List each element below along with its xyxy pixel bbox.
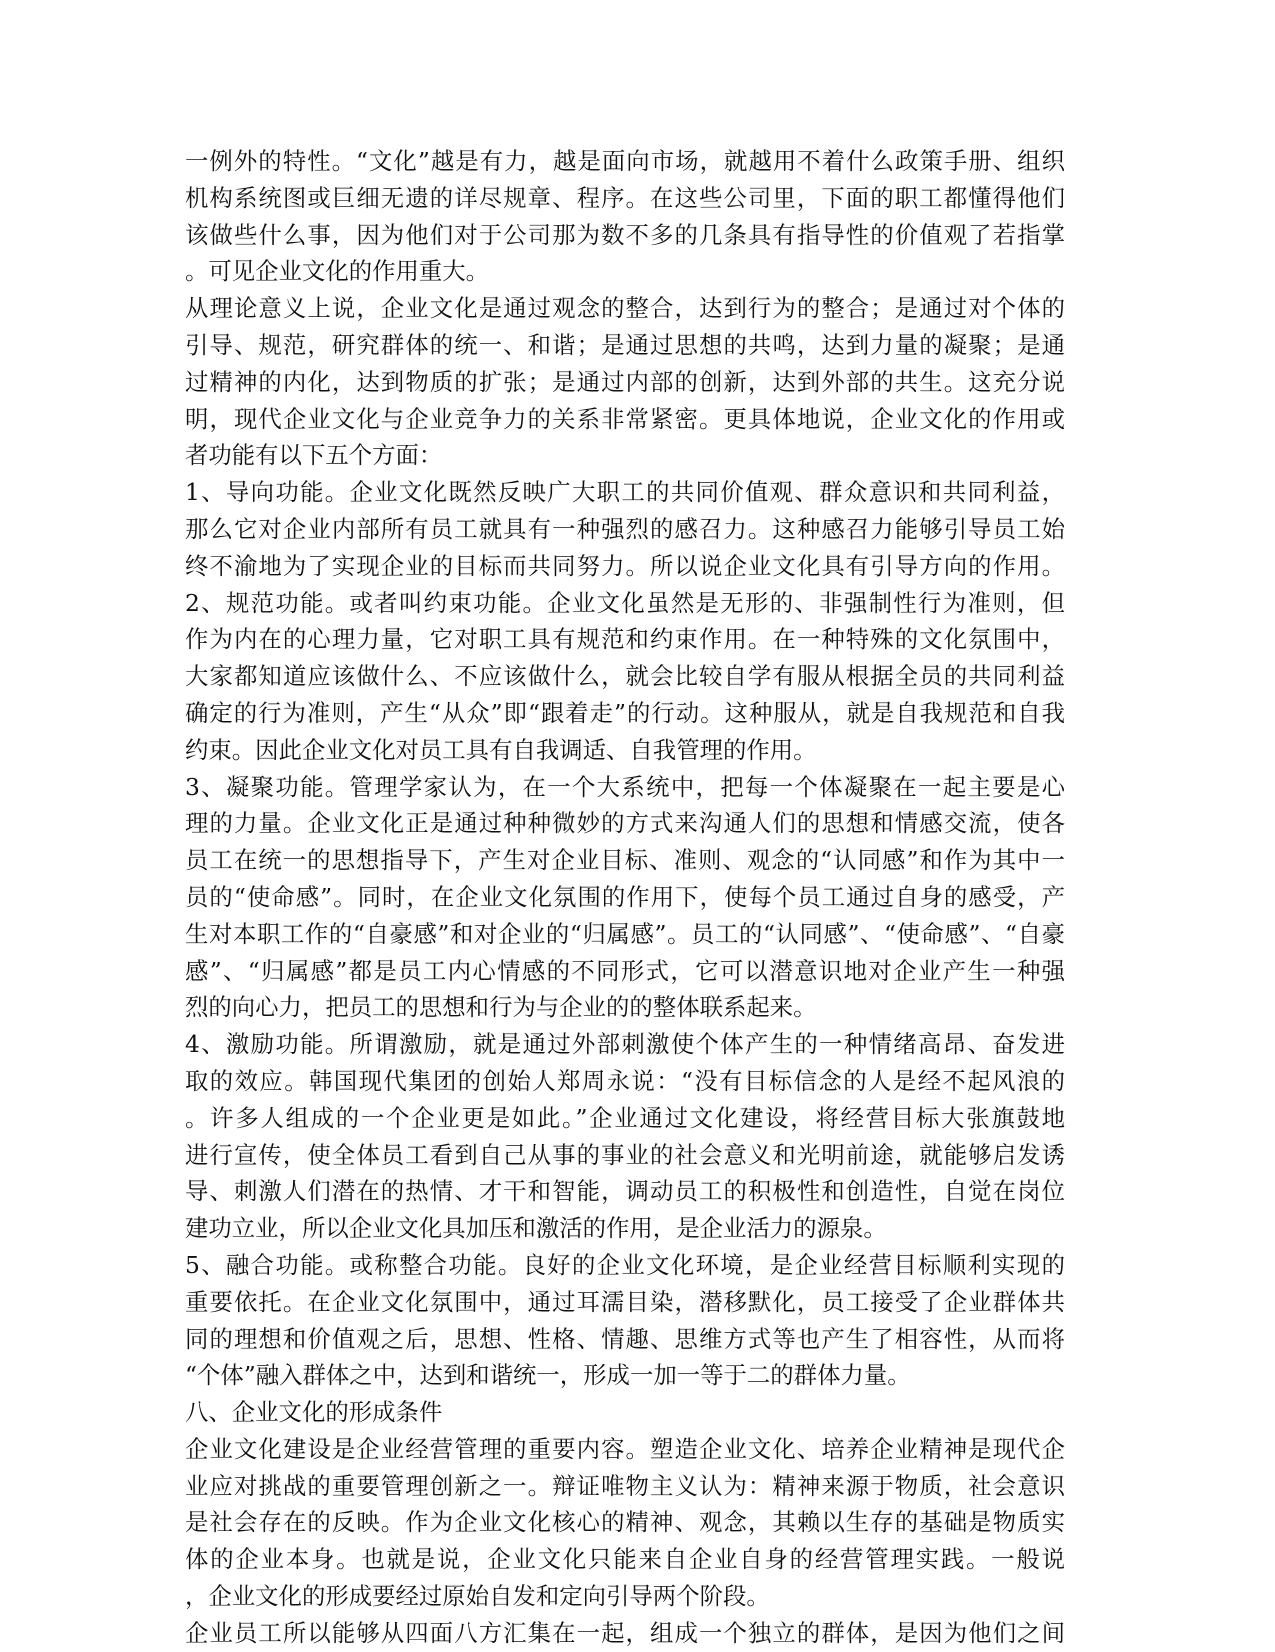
section-heading: 八、企业文化的形成条件 (185, 1398, 443, 1427)
text-line: 。可见企业文化的作用重大。 (185, 257, 490, 286)
text-line: 进行宣传，使全体员工看到自己从事的事业的社会意义和光明前途，就能够启发诱 (185, 1140, 1065, 1169)
text-line: 4、激励功能。所谓激励，就是通过外部刺激使个体产生的一种情绪高昂、奋发进 (185, 1030, 1065, 1059)
text-line: 机构系统图或巨细无遗的详尽规章、程序。在这些公司里，下面的职工都懂得他们 (185, 183, 1065, 212)
text-line: 生对本职工作的“自豪感”和对企业的“归属感”。员工的“认同感”、“使命感”、“自豪 (185, 919, 1065, 948)
text-line: 取的效应。韩国现代集团的创始人郑周永说：“没有目标信念的人是经不起风浪的 (185, 1066, 1065, 1095)
text-line: 作为内在的心理力量，它对职工具有规范和约束作用。在一种特殊的文化氛围中， (185, 625, 1065, 654)
text-line: 导、刺激人们潜在的热情、才干和智能，调动员工的积极性和创造性，自觉在岗位 (185, 1177, 1065, 1206)
text-line: 确定的行为准则，产生“从众”即“跟着走”的行动。这种服从，就是自我规范和自我 (185, 698, 1065, 727)
text-line: 业应对挑战的重要管理创新之一。辩证唯物主义认为：精神来源于物质，社会意识 (185, 1471, 1065, 1500)
text-line: 该做些什么事，因为他们对于公司那为数不多的几条具有指导性的价值观了若指掌 (185, 220, 1065, 249)
text-line: 同的理想和价值观之后，思想、性格、情趣、思维方式等也产生了相容性，从而将 (185, 1324, 1065, 1353)
text-line: 建功立业，所以企业文化具加压和激活的作用，是企业活力的源泉。 (185, 1214, 887, 1243)
text-line: 重要依托。在企业文化氛围中，通过耳濡目染，潜移默化，员工接受了企业群体共 (185, 1287, 1065, 1316)
document-body (185, 143, 1065, 1652)
text-line: 烈的向心力，把员工的思想和行为与企业的的整体联系起来。 (185, 993, 817, 1022)
text-line: 过精神的内化，达到物质的扩张；是通过内部的创新，达到外部的共生。这充分说 (185, 367, 1065, 396)
text-line: 3、凝聚功能。管理学家认为，在一个大系统中，把每一个体凝聚在一起主要是心 (185, 772, 1065, 801)
text-line: 感”、“归属感”都是员工内心情感的不同形式，它可以潜意识地对企业产生一种强 (185, 956, 1065, 985)
text-line: ，企业文化的形成要经过原始自发和定向引导两个阶段。 (185, 1582, 770, 1611)
text-line: 终不渝地为了实现企业的目标而共同努力。所以说企业文化具有引导方向的作用。 (185, 551, 1065, 580)
text-line: 是社会存在的反映。作为企业文化核心的精神、观念，其赖以生存的基础是物质实 (185, 1508, 1065, 1537)
text-line: 明，现代企业文化与企业竞争力的关系非常紧密。更具体地说，企业文化的作用或 (185, 404, 1065, 433)
text-line: 企业员工所以能够从四面八方汇集在一起，组成一个独立的群体，是因为他们之间 (185, 1618, 1065, 1647)
text-line: 企业文化建设是企业经营管理的重要内容。塑造企业文化、培养企业精神是现代企 (185, 1434, 1065, 1463)
text-line: 1、导向功能。企业文化既然反映广大职工的共同价值观、群众意识和共同利益， (185, 478, 1065, 507)
text-line: 5、融合功能。或称整合功能。良好的企业文化环境，是企业经营目标顺利实现的 (185, 1250, 1065, 1279)
text-line: 员工在统一的思想指导下，产生对企业目标、准则、观念的“认同感”和作为其中一 (185, 846, 1065, 875)
text-line: 。许多人组成的一个企业更是如此。”企业通过文化建设，将经营目标大张旗鼓地 (185, 1103, 1065, 1132)
text-line: 一例外的特性。“文化”越是有力，越是面向市场，就越用不着什么政策手册、组织 (185, 147, 1065, 175)
text-line: 2、规范功能。或者叫约束功能。企业文化虽然是无形的、非强制性行为准则，但 (185, 588, 1065, 617)
text-line: 员的“使命感”。同时，在企业文化氛围的作用下，使每个员工通过自身的感受，产 (185, 882, 1065, 911)
text-line: 者功能有以下五个方面： (185, 441, 443, 470)
text-line: 大家都知道应该做什么、不应该做什么，就会比较自学有服从根据全员的共同利益 (185, 662, 1065, 691)
text-line: 体的企业本身。也就是说，企业文化只能来自企业自身的经营管理实践。一般说 (185, 1545, 1065, 1574)
text-line: 引导、规范，研究群体的统一、和谐；是通过思想的共鸣，达到力量的凝聚；是通 (185, 330, 1065, 359)
text-line: 从理论意义上说，企业文化是通过观念的整合，达到行为的整合；是通过对个体的 (185, 294, 1065, 323)
text-line: “个体”融入群体之中，达到和谐统一，形成一加一等于二的群体力量。 (185, 1361, 911, 1390)
text-line: 那么它对企业内部所有员工就具有一种强烈的感召力。这种感召力能够引导员工始 (185, 514, 1065, 543)
text-line: 约束。因此企业文化对员工具有自我调适、自我管理的作用。 (185, 735, 817, 764)
text-line: 理的力量。企业文化正是通过种种微妙的方式来沟通人们的思想和情感交流，使各 (185, 809, 1065, 838)
